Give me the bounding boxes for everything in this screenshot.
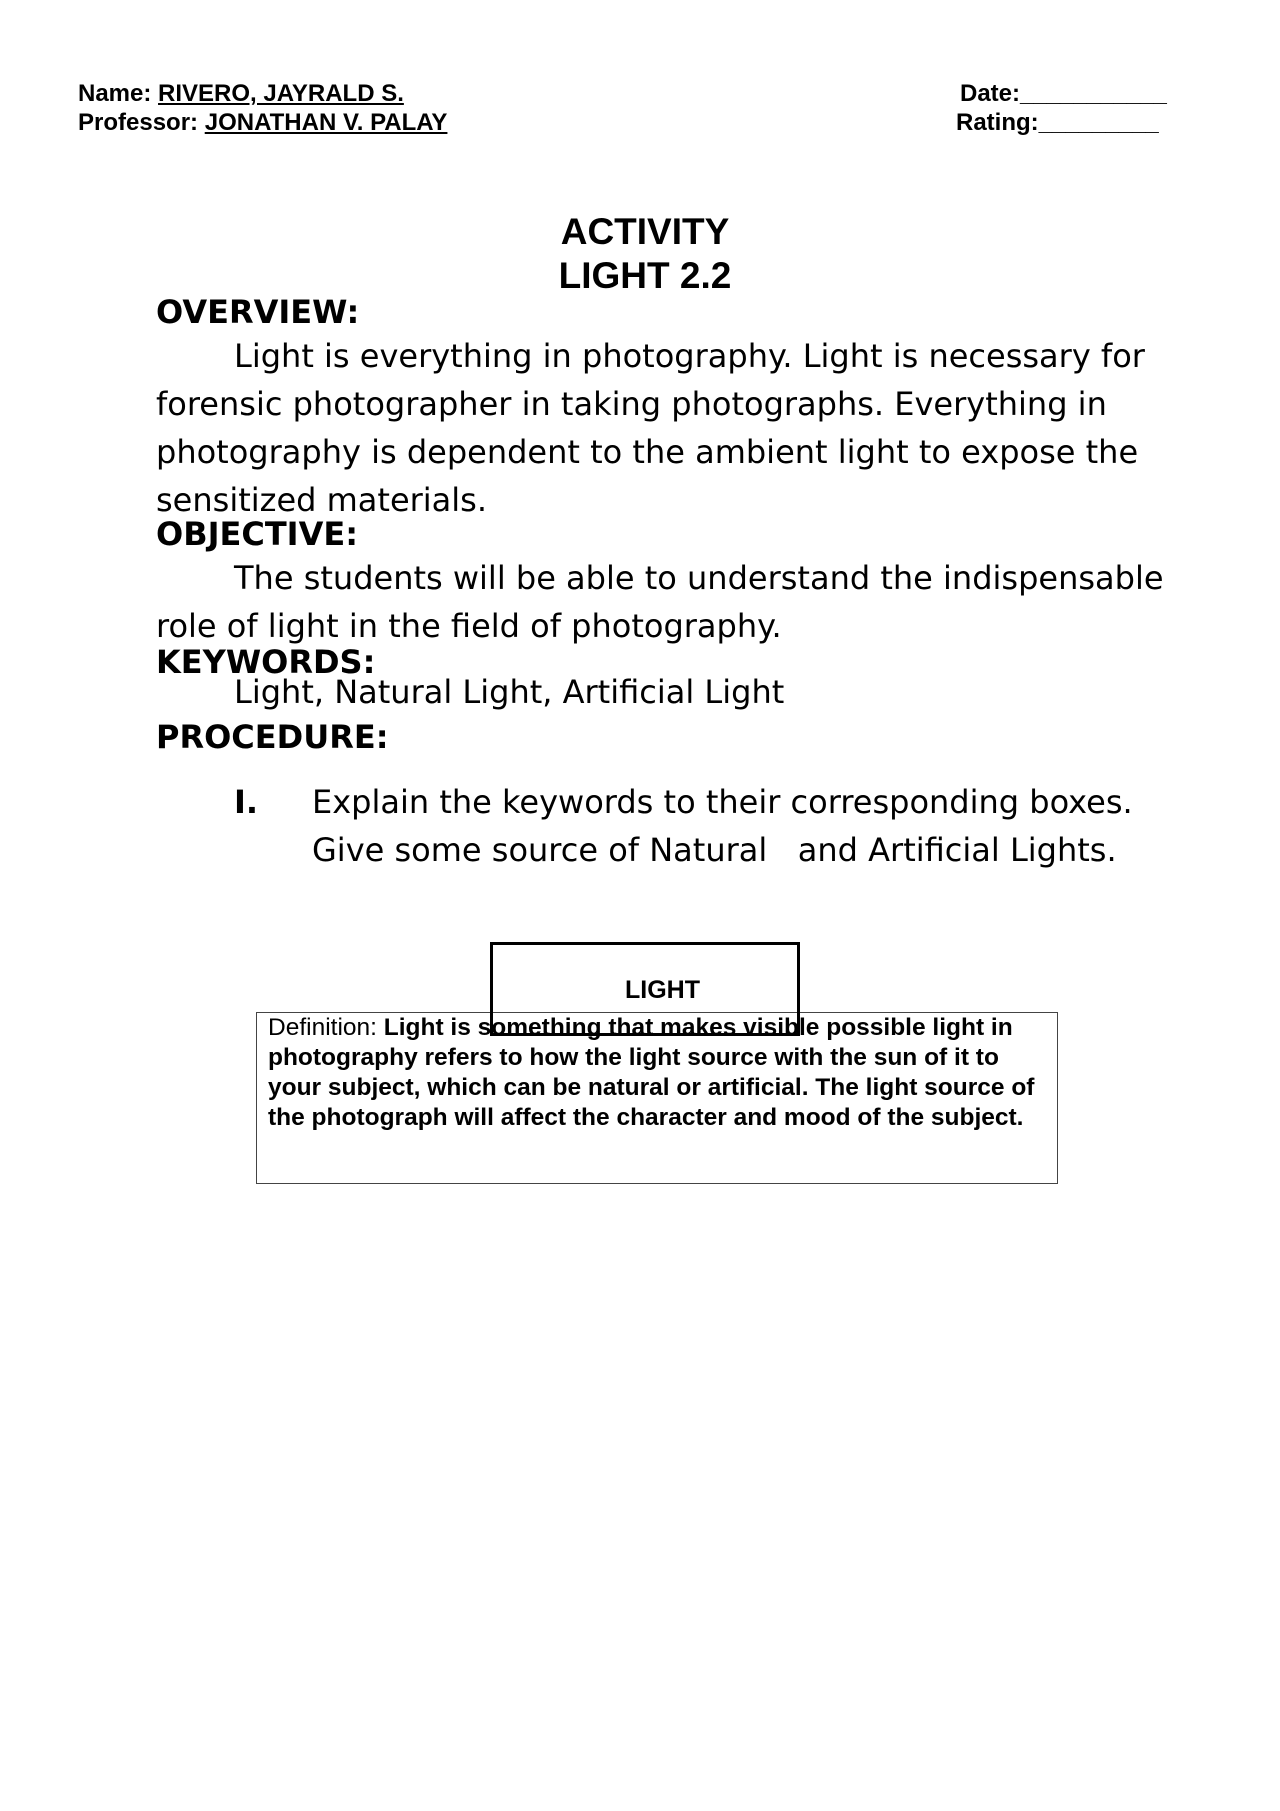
procedure-item-line1: Explain the keywords to their corresponding boxes. <box>312 783 1133 821</box>
definition-body: Light is something that makes visible possible light in photography refers to how the light source with the sun of it to your subject, which can be natural or artificial. The light source of the photograph will affect the character and mood of the subject. <box>268 1014 1035 1131</box>
name-line <box>78 80 404 108</box>
light-keyword-label: LIGHT <box>625 976 700 1004</box>
name-label: Name: <box>78 80 152 107</box>
activity-title: ACTIVITY <box>560 211 730 252</box>
overview-heading: OVERVIEW: <box>156 293 360 331</box>
activity-subtitle: LIGHT 2.2 <box>558 255 732 296</box>
procedure-item-line2: Give some source of Natural and Artificial Lights. <box>312 831 1117 869</box>
name-value: RIVERO, JAYRALD S. <box>158 80 404 107</box>
objective-heading: OBJECTIVE: <box>156 515 358 553</box>
date-field: Date:___________ <box>960 80 1167 107</box>
keywords-text: Light, Natural Light, Artificial Light <box>234 673 785 711</box>
definition-label: Definition: <box>268 1014 384 1041</box>
procedure-heading: PROCEDURE: <box>156 718 389 756</box>
keywords-heading: KEYWORDS: <box>156 643 376 681</box>
professor-value: JONATHAN V. PALAY <box>204 109 448 136</box>
rating-field: Rating:_________ <box>956 109 1159 136</box>
professor-line <box>78 109 447 137</box>
professor-label: Professor: <box>78 109 199 136</box>
procedure-item-number: I. <box>234 783 259 821</box>
objective-text: The students will be able to understand the indispensable role of light in the field of photography. <box>156 559 1164 645</box>
overview-text: Light is everything in photography. Light is necessary for forensic photographer in taking photographs. Everything in photography is dependent to the ambient light to expose the sensitized materials. <box>156 337 1145 519</box>
